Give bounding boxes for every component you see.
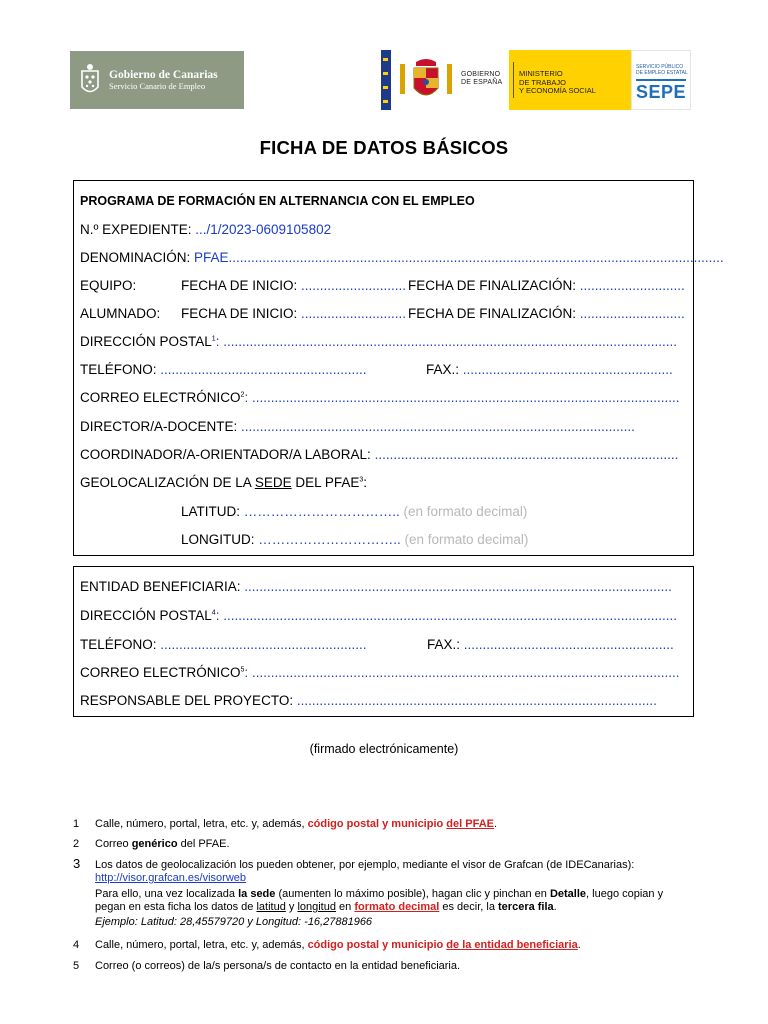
signed-note: (firmado electrónicamente)	[309, 742, 459, 756]
grafcan-link[interactable]: http://visor.grafcan.es/visorweb	[95, 872, 247, 884]
footnote-number: 1	[73, 818, 80, 830]
footnote-5-text: Correo (o correos) de la/s persona/s de contacto en la entidad beneficiaria.	[95, 960, 461, 972]
coordinador-row	[80, 447, 678, 462]
footnote-3-instructions	[95, 888, 693, 914]
direccion-row	[80, 334, 677, 349]
entidad-direccion-field[interactable]: : .........................................................................................................................	[215, 608, 678, 623]
footnote-1-text: Calle, número, portal, letra, etc. y, además,	[95, 818, 308, 830]
alumnado-fecha-inicio-field[interactable]: ............................	[301, 306, 407, 321]
footnote-4-text: Calle, número, portal, letra, etc. y, además,	[95, 939, 308, 951]
footnote-3-u1: latitud	[256, 901, 286, 913]
geo-colon: :	[363, 475, 368, 490]
correo-footnote-ref: 2	[240, 391, 245, 399]
coordinador-label: COORDINADOR/A-ORIENTADOR/A LABORAL:	[80, 447, 375, 462]
director-label: DIRECTOR/A-DOCENTE:	[80, 419, 242, 434]
fecha-fin-label: FECHA DE FINALIZACIÓN:	[408, 278, 580, 293]
geo-footnote-ref: 3	[359, 476, 364, 484]
alumnado-label: ALUMNADO:	[80, 306, 161, 321]
footnote-1-end: .	[493, 818, 498, 830]
footnote-4-red-underline: de la entidad beneficiaria	[446, 939, 578, 951]
gobierno-espana-logo	[381, 50, 631, 110]
entidad-telefono-row	[80, 637, 367, 652]
footnote-2-post: del PFAE.	[177, 838, 230, 850]
footnote-3-b1: la sede	[238, 888, 276, 900]
expediente-label: N.º EXPEDIENTE:	[80, 222, 196, 237]
direccion-footnote-ref: 1	[211, 335, 216, 343]
longitud-row	[181, 532, 528, 547]
equipo-label: EQUIPO:	[80, 278, 137, 293]
alumnado-row	[80, 306, 160, 321]
fecha-fin-label: FECHA DE FINALIZACIÓN:	[408, 306, 580, 321]
direccion-label: DIRECCIÓN POSTAL	[80, 334, 212, 349]
denominacion-value: PFAE	[194, 250, 229, 265]
responsable-field[interactable]: ................................................................................................	[296, 693, 657, 708]
longitud-field[interactable]: …………………………..	[258, 532, 401, 547]
entidad-row	[80, 579, 672, 594]
latitud-hint: (en formato decimal)	[399, 504, 528, 519]
footnote-number: 3	[73, 856, 81, 871]
footnote-3-p2: (aumenten lo máximo posible), hagan clic y pinchan en	[275, 888, 550, 900]
direccion-field[interactable]: : .........................................................................................................................	[215, 334, 678, 349]
footnote-3-p6: es decir, la	[439, 901, 499, 913]
entidad-field[interactable]: ..................................................................................................................	[244, 579, 672, 594]
footnote-3-p7: .	[553, 901, 557, 913]
responsable-row	[80, 693, 657, 708]
page-title: FICHA DE DATOS BÁSICOS	[259, 137, 509, 158]
equipo-row	[80, 278, 136, 293]
fecha-inicio-label: FECHA DE INICIO:	[181, 278, 302, 293]
correo-label: CORREO ELECTRÓNICO	[80, 390, 241, 405]
entidad-correo-label: CORREO ELECTRÓNICO	[80, 665, 241, 680]
footnote-number: 5	[73, 960, 80, 972]
correo-field[interactable]: : ..................................................................................................................	[244, 390, 680, 405]
spain-coat-of-arms-icon	[396, 56, 456, 104]
entidad-direccion-footnote-ref: 4	[211, 609, 216, 617]
footnote-3-line1: Los datos de geolocalización los pueden obtener, por ejemplo, mediante el visor de Grafcan (de IDECanarias):	[95, 859, 635, 871]
longitud-label: LONGITUD:	[181, 532, 259, 547]
alumnado-fecha-inicio	[181, 306, 406, 321]
ministry-line-2: DE TRABAJO	[519, 77, 566, 87]
footnote-3-u2: longitud	[297, 901, 336, 913]
expediente-row	[80, 222, 331, 237]
director-field[interactable]: .........................................................................................................	[241, 419, 635, 434]
footnote-3-p1: Para ello, una vez localizada	[95, 888, 239, 900]
gob-line-1: GOBIERNO	[461, 71, 501, 78]
entidad-direccion-row	[80, 608, 677, 623]
footnote-3-p4: y	[285, 901, 298, 913]
program-heading: PROGRAMA DE FORMACIÓN EN ALTERNANCIA CON EL EMPLEO	[80, 194, 475, 208]
entidad-data-section	[73, 566, 694, 717]
footnote-2-bold: genérico	[131, 838, 178, 850]
footnote-3-example: Ejemplo: Latitud: 28,45579720 y Longitud: -16,27881966	[95, 916, 373, 928]
footnote-number: 4	[73, 939, 80, 951]
pfae-data-section	[73, 180, 724, 556]
fecha-inicio-label: FECHA DE INICIO:	[181, 306, 302, 321]
latitud-label: LATITUD:	[181, 504, 244, 519]
correo-row	[80, 390, 680, 405]
footnote-3-red: formato decimal	[354, 901, 440, 913]
entidad-correo-field[interactable]: : ..................................................................................................................	[244, 665, 680, 680]
gobierno-canarias-logo	[70, 51, 244, 109]
latitud-row	[181, 504, 527, 519]
equipo-fecha-fin	[408, 278, 685, 293]
footnote-1-red: código postal y municipio	[307, 818, 447, 830]
entidad-correo-row	[80, 665, 680, 680]
alumnado-fecha-fin	[408, 306, 685, 321]
equipo-fecha-inicio	[181, 278, 406, 293]
entidad-label: ENTIDAD BENEFICIARIA:	[80, 579, 245, 594]
footnote-3-b3: tercera fila	[498, 901, 554, 913]
telefono-field[interactable]: .......................................................	[160, 362, 367, 377]
geo-label-pre: GEOLOCALIZACIÓN DE LA	[80, 475, 255, 490]
denominacion-dots[interactable]: ....................................................................................................................................	[228, 250, 724, 265]
sepe-title: SEPE	[636, 82, 687, 102]
equipo-fecha-fin-field[interactable]: ............................	[579, 278, 685, 293]
ministry-line-1: MINISTERIO	[519, 69, 563, 78]
canarias-shield-icon	[79, 63, 101, 97]
fax-field[interactable]: ........................................................	[462, 362, 673, 377]
telefono-row	[80, 362, 367, 377]
sepe-logo	[631, 50, 691, 110]
expediente-value: .../1/2023-0609105802	[195, 222, 332, 237]
denominacion-row	[80, 250, 724, 265]
canarias-title: Gobierno de Canarias	[109, 69, 218, 81]
geo-label-post: DEL PFAE	[291, 475, 360, 490]
footnote-3-p3: , luego copian y pegan en esta ficha los datos de	[95, 888, 664, 913]
footnote-4-red: código postal y municipio	[307, 939, 447, 951]
coordinador-field[interactable]: .................................................................................	[374, 447, 679, 462]
responsable-label: RESPONSABLE DEL PROYECTO:	[80, 693, 297, 708]
footnote-2-pre: Correo	[95, 838, 132, 850]
footnote-3-b2: Detalle	[549, 888, 587, 900]
geolocalizacion-row	[80, 475, 367, 490]
footnote-4-end: .	[577, 939, 581, 951]
director-row	[80, 419, 635, 434]
entidad-direccion-label: DIRECCIÓN POSTAL	[80, 608, 212, 623]
footnote-1-red-underline: del PFAE	[446, 818, 494, 830]
eu-flag-icon	[381, 50, 391, 110]
footnote-number: 2	[73, 838, 80, 850]
longitud-hint: (en formato decimal)	[400, 532, 529, 547]
canarias-subtitle: Servicio Canario de Empleo	[109, 80, 206, 91]
entidad-telefono-field[interactable]: .......................................................	[160, 637, 367, 652]
latitud-field[interactable]: ……………………………..	[243, 504, 400, 519]
sepe-subtitle: SERVICIO PÚBLICO DE EMPLEO ESTATAL	[636, 64, 688, 76]
entidad-telefono-label: TELÉFONO:	[80, 637, 161, 652]
entidad-fax-label: FAX.:	[427, 637, 464, 652]
ministry-line-3: Y ECONOMÍA SOCIAL	[519, 86, 596, 95]
footnote-3-p5: en	[335, 901, 355, 913]
entidad-fax-field[interactable]: ........................................................	[463, 637, 674, 652]
fax-label: FAX.:	[426, 362, 463, 377]
alumnado-fecha-fin-field[interactable]: ............................	[579, 306, 685, 321]
fax-row	[426, 362, 673, 377]
entidad-correo-footnote-ref: 5	[240, 666, 245, 674]
geo-label-sede: SEDE	[254, 475, 292, 490]
entidad-fax-row	[427, 637, 674, 652]
equipo-fecha-inicio-field[interactable]: ............................	[301, 278, 407, 293]
telefono-label: TELÉFONO:	[80, 362, 161, 377]
denominacion-label: DENOMINACIÓN:	[80, 250, 195, 265]
gob-line-2: DE ESPAÑA	[461, 79, 503, 86]
